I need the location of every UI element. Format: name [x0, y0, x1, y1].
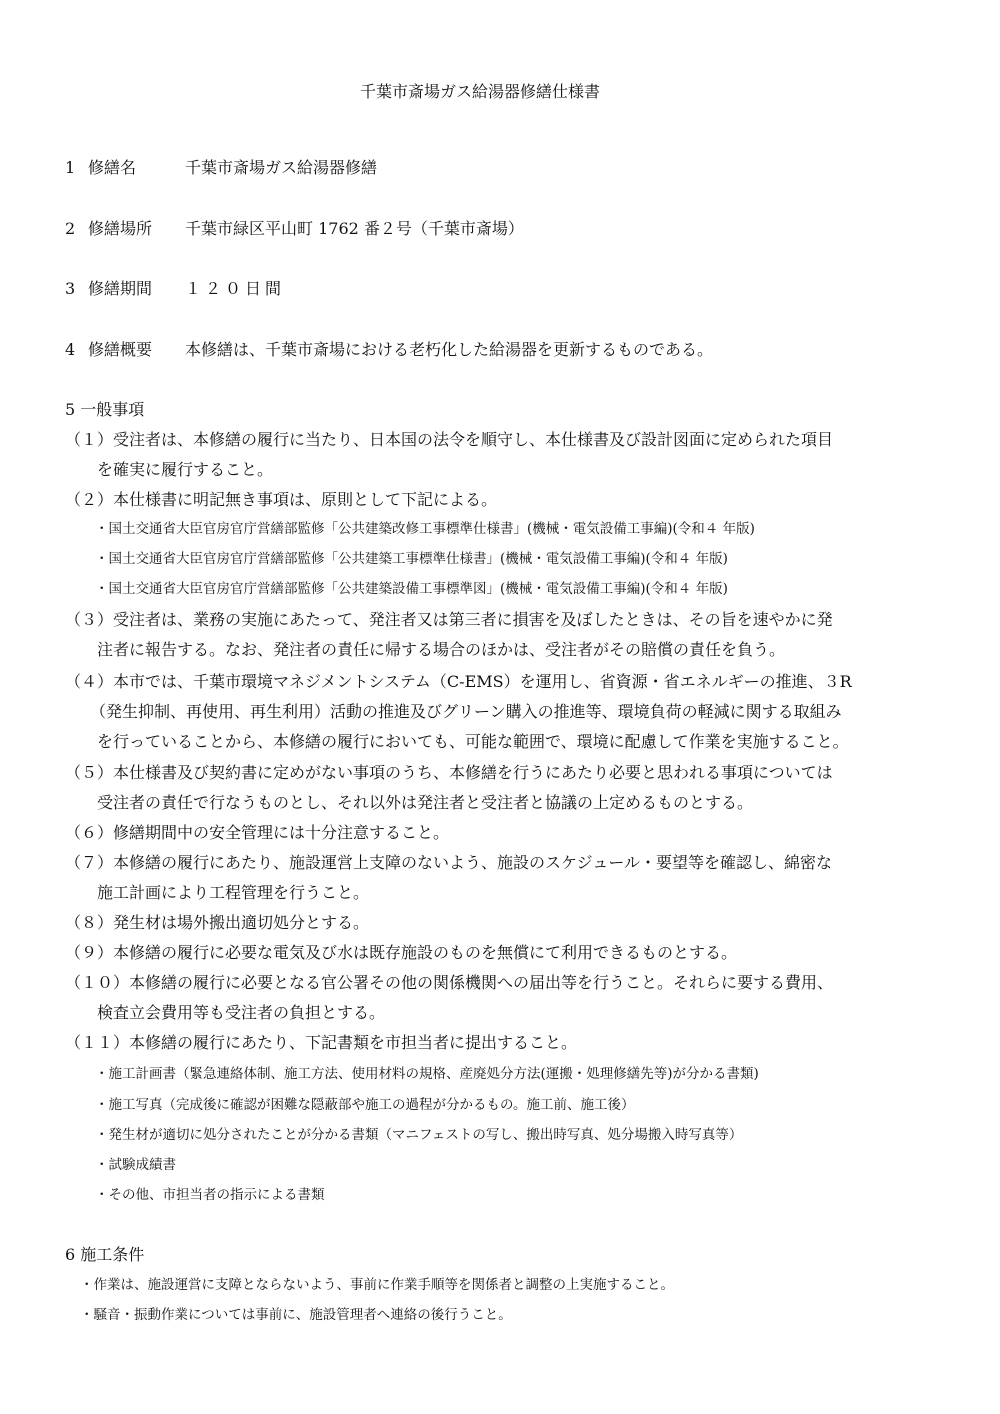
general-p1-line2: を確実に履行すること。 — [97, 460, 274, 479]
item-1-number: 1 — [65, 158, 76, 177]
general-p4-line1: （４）本市では、千葉市環境マネジメントシステム（C-EMS）を運用し、省資源・省エネルギーの推進、３R — [65, 672, 852, 691]
item-4-value: 本修繕は、千葉市斎場における老朽化した給湯器を更新するものである。 — [185, 340, 714, 359]
item-3-number: 3 — [65, 279, 76, 298]
condition-line-1: ・作業は、施設運営に支障とならないよう、事前に作業手順等を関係者と調整の上実施すること。 — [80, 1277, 674, 1293]
general-p9-line1: （９）本修繕の履行に必要な電気及び水は既存施設のものを無償にて利用できるものとする。 — [65, 943, 738, 962]
condition-line-2: ・騒音・振動作業については事前に、施設管理者へ連絡の後行うこと。 — [80, 1307, 512, 1323]
general-p10-line1: （１０）本修繕の履行に必要となる官公署その他の関係機関への届出等を行うこと。それらに要する費用、 — [65, 973, 834, 992]
item-1-label: 修繕名 — [88, 158, 137, 177]
reference-item-1: ・国土交通省大臣官房官庁営繕部監修「公共建築改修工事標準仕様書」(機械・電気設備工事編)(令和４ 年版) — [95, 521, 755, 537]
submission-doc-3: ・発生材が適切に処分されたことが分かる書類（マニフェストの写し、搬出時写真、処分場搬入時写真等） — [95, 1127, 743, 1143]
general-p1-line1: （１）受注者は、本修繕の履行に当たり、日本国の法令を順守し、本仕様書及び設計図面に定められた項目 — [65, 430, 834, 449]
item-2-number: 2 — [65, 219, 76, 238]
reference-item-3: ・国土交通省大臣官房官庁営繕部監修「公共建築設備工事標準図」(機械・電気設備工事編)(令和４ 年版) — [95, 581, 728, 597]
general-p6-line1: （６）修繕期間中の安全管理には十分注意すること。 — [65, 823, 450, 842]
general-heading: 5 一般事項 — [65, 400, 145, 419]
general-p7-line2: 施工計画により工程管理を行うこと。 — [97, 883, 370, 902]
general-p10-line2: 検査立会費用等も受注者の負担とする。 — [97, 1003, 386, 1022]
item-4-label: 修繕概要 — [88, 340, 153, 359]
submission-doc-5: ・その他、市担当者の指示による書類 — [95, 1187, 325, 1203]
item-4-number: 4 — [65, 340, 76, 359]
item-1-value: 千葉市斎場ガス給湯器修繕 — [185, 158, 378, 177]
general-p4-line3: を行っていることから、本修繕の履行においても、可能な範囲で、環境に配慮して作業を実施すること。 — [97, 732, 849, 751]
general-p8-line1: （８）発生材は場外搬出適切処分とする。 — [65, 913, 370, 932]
submission-doc-1: ・施工計画書（緊急連絡体制、施工方法、使用材料の規格、産廃処分方法(運搬・処理修繕先等)が分かる書類) — [95, 1066, 759, 1082]
reference-item-2: ・国土交通省大臣官房官庁営繕部監修「公共建築工事標準仕様書」(機械・電気設備工事編)(令和４ 年版) — [95, 551, 728, 567]
conditions-heading: 6 施工条件 — [65, 1245, 145, 1264]
general-p4-line2: （発生抑制、再使用、再生利用）活動の推進及びグリーン購入の推進等、環境負荷の軽減に関する取組み — [90, 702, 842, 721]
general-p11-line1: （１１）本修繕の履行にあたり、下記書類を市担当者に提出すること。 — [65, 1033, 578, 1052]
general-p3-line2: 注者に報告する。なお、発注者の責任に帰する場合のほかは、受注者がその賠償の責任を負う。 — [97, 640, 786, 659]
general-p5-line1: （５）本仕様書及び契約書に定めがない事項のうち、本修繕を行うにあたり必要と思われる事項については — [65, 763, 833, 782]
general-p3-line1: （３）受注者は、業務の実施にあたって、発注者又は第三者に損害を及ぼしたときは、その旨を速やかに発 — [65, 610, 833, 629]
item-3-label: 修繕期間 — [88, 279, 153, 298]
item-3-value: １２０日間 — [185, 279, 286, 298]
submission-doc-4: ・試験成績書 — [95, 1157, 176, 1173]
general-p5-line2: 受注者の責任で行なうものとし、それ以外は発注者と受注者と協議の上定めるものとする。 — [97, 793, 754, 812]
general-p7-line1: （７）本修繕の履行にあたり、施設運営上支障のないよう、施設のスケジュール・要望等を確認し、綿密な — [65, 853, 833, 872]
document-title: 千葉市斎場ガス給湯器修繕仕様書 — [360, 82, 601, 101]
item-2-value: 千葉市緑区平山町 1762 番２号（千葉市斎場） — [185, 219, 524, 238]
item-2-label: 修繕場所 — [88, 219, 153, 238]
submission-doc-2: ・施工写真（完成後に確認が困難な隠蔽部や施工の過程が分かるもの。施工前、施工後） — [95, 1097, 635, 1113]
general-p2-line1: （２）本仕様書に明記無き事項は、原則として下記による。 — [65, 490, 498, 509]
